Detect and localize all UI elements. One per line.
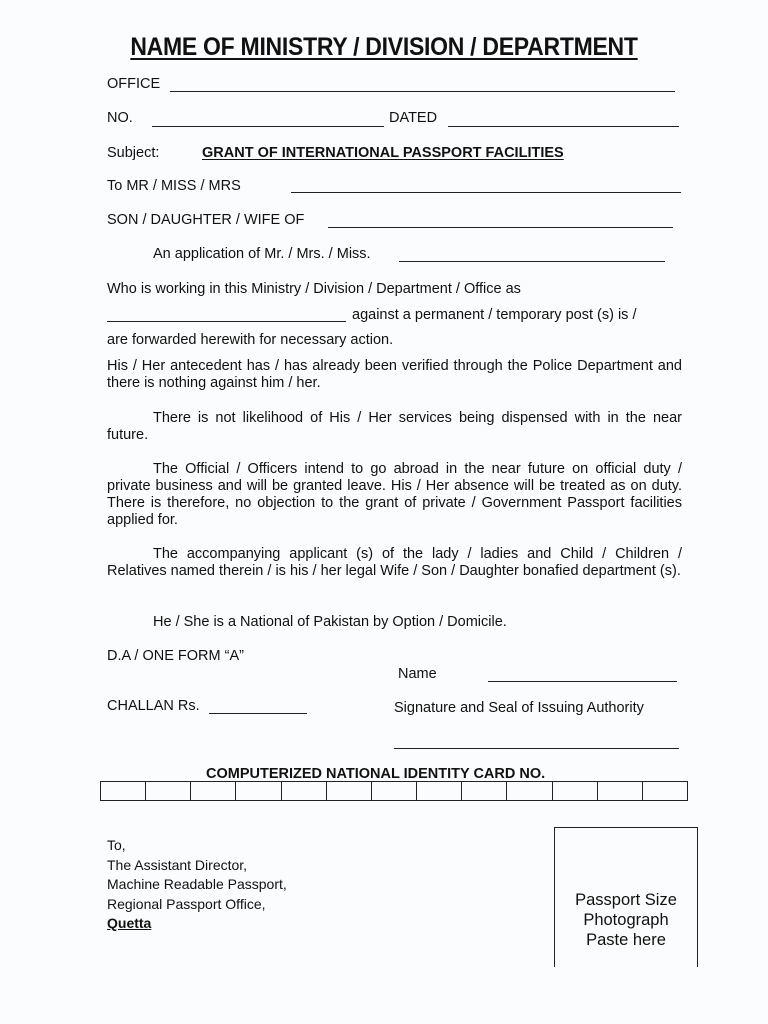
challan-amount-field[interactable] <box>209 713 307 714</box>
cnic-digit-box[interactable] <box>553 782 598 800</box>
cnic-digit-box[interactable] <box>417 782 462 800</box>
no-label: NO. <box>107 110 133 126</box>
signature-field[interactable] <box>394 748 679 749</box>
signature-label: Signature and Seal of Issuing Authority <box>394 700 644 716</box>
cnic-digit-box[interactable] <box>372 782 417 800</box>
challan-label: CHALLAN Rs. <box>107 698 200 714</box>
cnic-title: COMPUTERIZED NATIONAL IDENTITY CARD NO. <box>206 766 546 782</box>
para-likelihood: There is not likelihood of His / Her services being dispensed with in the near future. <box>107 410 682 443</box>
forwarded-text: are forwarded herewith for necessary action. <box>107 332 394 348</box>
no-field[interactable] <box>152 126 384 127</box>
cnic-digit-box[interactable] <box>507 782 552 800</box>
cnic-digit-box[interactable] <box>191 782 236 800</box>
para-officials: The Official / Officers intend to go abroad in the near future on official duty / private business and will be granted leave. His / Her absence will be treated as on duty. There is therefore, no objection to the grant of private / Government Passport facilities applied for. <box>107 461 682 528</box>
cnic-digit-box[interactable] <box>236 782 281 800</box>
photo-box-label: Paste here <box>586 931 666 949</box>
address-city: Quetta <box>107 915 152 931</box>
cnic-digit-box[interactable] <box>462 782 507 800</box>
photo-box-label: Passport Size <box>575 891 677 909</box>
address-block <box>107 836 287 934</box>
dated-field[interactable] <box>448 126 679 127</box>
cnic-digit-box[interactable] <box>643 782 687 800</box>
para-antecedent: His / Her antecedent has / has already been verified through the Police Department and there is nothing against him / her. <box>107 358 682 391</box>
address-line: Machine Readable Passport, <box>107 876 287 892</box>
subject-title: GRANT OF INTERNATIONAL PASSPORT FACILITIES <box>202 145 564 161</box>
dated-label: DATED <box>389 110 438 126</box>
address-line: To, <box>107 837 126 853</box>
para-accompanying: The accompanying applicant (s) of the lady / ladies and Child / Children / Relatives named therein / is his / her legal Wife / Son / Daughter bonafied department (s). <box>107 546 682 579</box>
address-line: The Assistant Director, <box>107 856 248 873</box>
da-label: D.A / ONE FORM “A” <box>107 648 244 664</box>
subject-label: Subject: <box>107 145 160 161</box>
cnic-digit-box[interactable] <box>146 782 191 800</box>
cnic-input-row <box>100 781 688 801</box>
cnic-digit-box[interactable] <box>282 782 327 800</box>
working-text: Who is working in this Ministry / Division / Department / Office as <box>107 281 521 297</box>
relation-name-field[interactable] <box>328 227 673 228</box>
son-label: SON / DAUGHTER / WIFE OF <box>107 212 305 228</box>
cnic-digit-box[interactable] <box>598 782 643 800</box>
application-label: An application of Mr. / Mrs. / Miss. <box>153 246 371 262</box>
office-label: OFFICE <box>107 76 161 92</box>
para-national: He / She is a National of Pakistan by Option / Domicile. <box>153 614 507 630</box>
photo-box[interactable] <box>554 827 698 967</box>
photo-box-label: Photograph <box>583 911 669 929</box>
against-text: against a permanent / temporary post (s) is / <box>352 307 637 323</box>
name-label: Name <box>398 666 437 682</box>
to-label: To MR / MISS / MRS <box>107 178 241 194</box>
authority-name-field[interactable] <box>488 681 677 682</box>
cnic-digit-box[interactable] <box>101 782 146 800</box>
page-title: NAME OF MINISTRY / DIVISION / DEPARTMENT <box>130 33 638 61</box>
address-line: Regional Passport Office, <box>107 895 266 912</box>
office-field[interactable] <box>170 91 675 92</box>
applicant-name-field[interactable] <box>399 261 665 262</box>
to-name-field[interactable] <box>291 192 681 193</box>
cnic-digit-box[interactable] <box>327 782 372 800</box>
designation-field[interactable] <box>107 321 346 322</box>
